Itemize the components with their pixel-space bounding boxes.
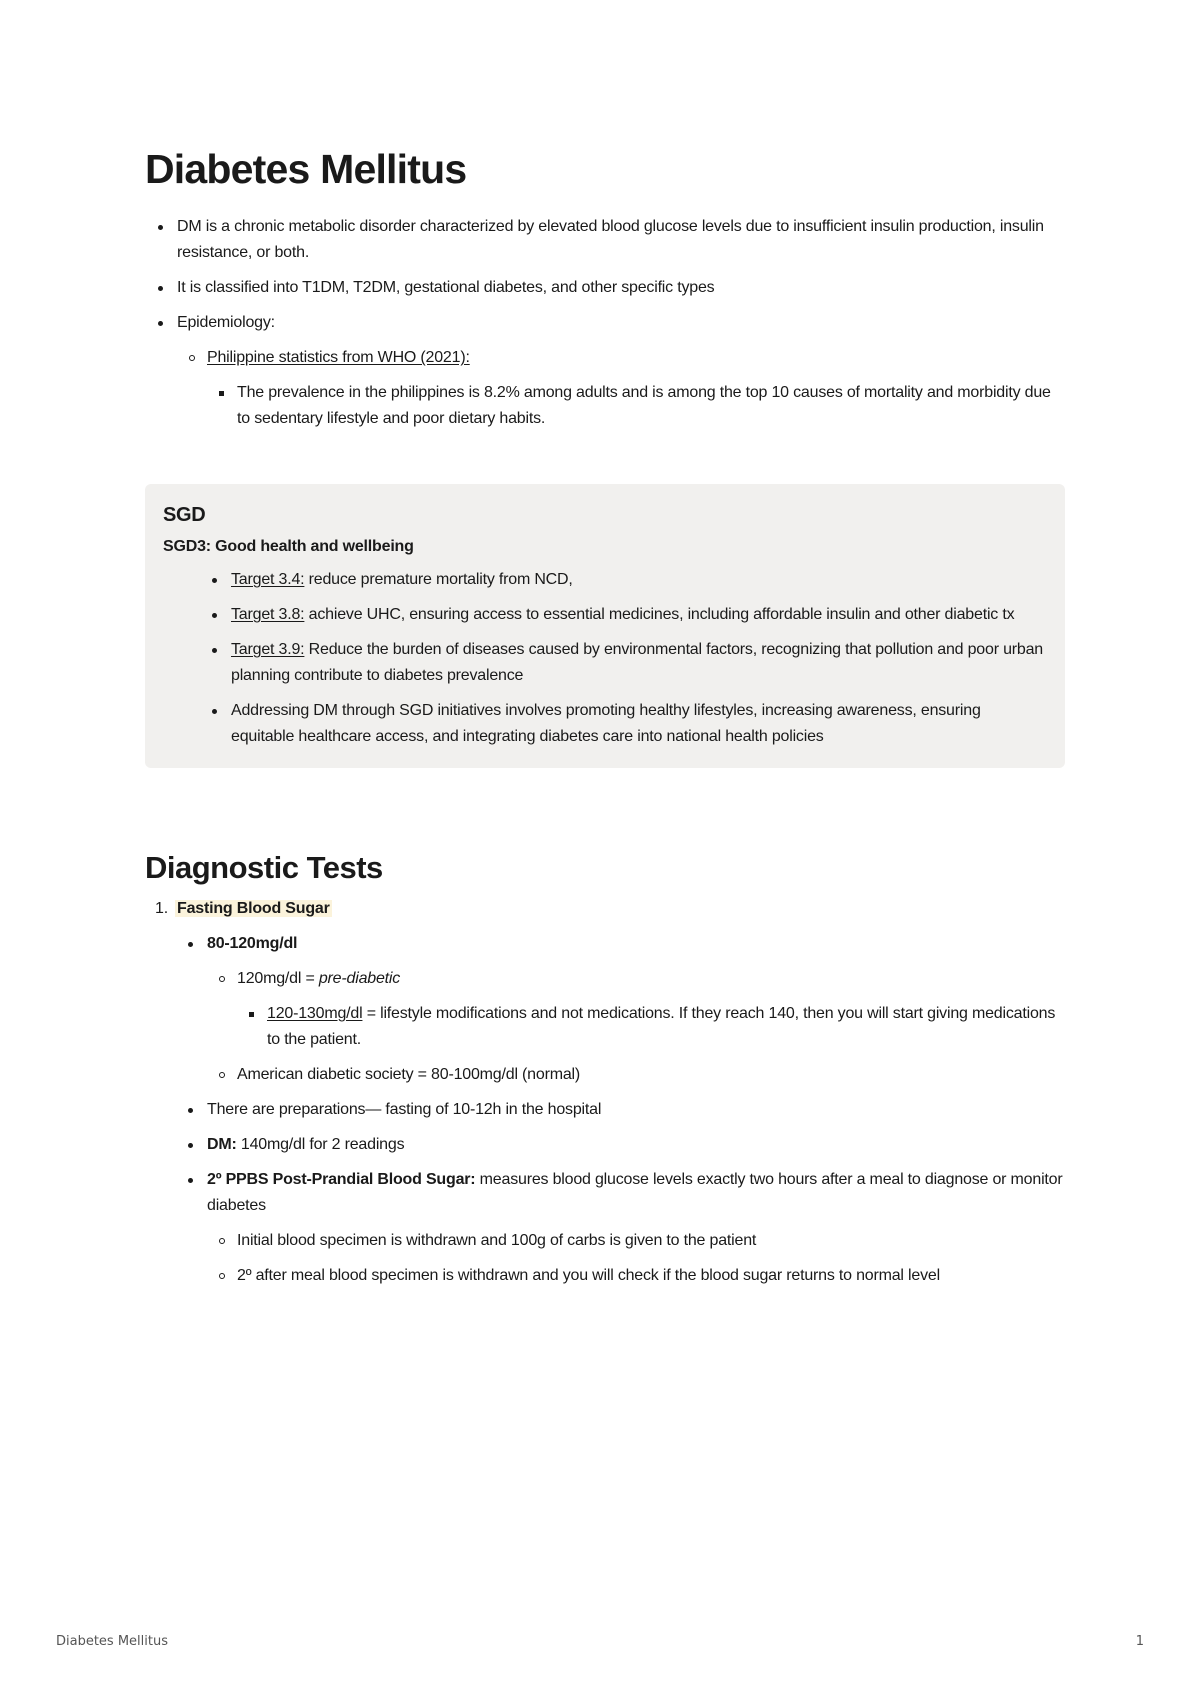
epidemiology-label: Epidemiology: (177, 314, 275, 331)
list-item: Addressing DM through SGD initiatives involves promoting healthy lifestyles, increasing awareness, ensuring equitable healthcare access, and integrating diabetes care into national health policies (199, 698, 1047, 750)
list-item (177, 345, 1065, 432)
list-item: 2º after meal blood specimen is withdrawn and you will check if the blood sugar returns to normal level (207, 1263, 1065, 1289)
list-item (175, 931, 1065, 1088)
fbs-range: 80-120mg/dl (207, 935, 298, 952)
callout-subtitle: SGD3: Good health and wellbeing (163, 538, 414, 555)
diagnostic-list (145, 896, 1065, 1289)
list-item (175, 1132, 1065, 1158)
page-footer (56, 1634, 1144, 1649)
list-number: 1. (155, 900, 168, 917)
list-item (207, 966, 1065, 1053)
epidemiology-detail-list (207, 380, 1065, 432)
sgd-target-list (163, 567, 1047, 750)
test-name: Fasting Blood Sugar (177, 900, 330, 917)
intro-list (145, 214, 1065, 432)
list-item (145, 310, 1065, 432)
footer-title: Diabetes Mellitus (56, 1634, 168, 1649)
list-item (175, 1167, 1065, 1289)
callout-title: SGD (163, 504, 206, 526)
fbs-sublist (175, 931, 1065, 1289)
page-content (145, 140, 1065, 1298)
list-item (145, 896, 1065, 1289)
target-text: achieve UHC, ensuring access to essential medicines, including affordable insulin and other diabetic tx (304, 606, 1015, 623)
list-item: The prevalence in the philippines is 8.2% among adults and is among the top 10 causes of mortality and morbidity due to sedentary lifestyle and poor dietary habits. (207, 380, 1065, 432)
dm-label: DM: (207, 1136, 237, 1153)
epidemiology-source: Philippine statistics from WHO (2021): (207, 349, 470, 366)
target-text: Reduce the burden of diseases caused by environmental factors, recognizing that pollution and poor urban planning contribute to diabetes prevalence (231, 641, 1044, 684)
list-item: Initial blood specimen is withdrawn and 100g of carbs is given to the patient (207, 1228, 1065, 1254)
fbs-range-sublist (207, 966, 1065, 1088)
lifestyle-text: = lifestyle modifications and not medications. If they reach 140, then you will start giving medications to the patient. (267, 1005, 1056, 1048)
list-item (237, 1001, 1065, 1053)
list-item: American diabetic society = 80-100mg/dl (normal) (207, 1062, 1065, 1088)
list-item: It is classified into T1DM, T2DM, gestational diabetes, and other specific types (145, 275, 1065, 301)
pre-sublist (237, 1001, 1065, 1053)
target-text: reduce premature mortality from NCD, (304, 571, 573, 588)
ppbs-label: 2º PPBS Post-Prandial Blood Sugar: (207, 1171, 476, 1188)
dm-text: 140mg/dl for 2 readings (236, 1136, 405, 1153)
list-item: DM is a chronic metabolic disorder characterized by elevated blood glucose levels due to insufficient insulin production, insulin resistance, or both. (145, 214, 1065, 266)
target-label: Target 3.4: (231, 571, 305, 588)
lifestyle-range: 120-130mg/dl (267, 1005, 363, 1022)
page-number: 1 (1135, 1634, 1144, 1649)
list-item (199, 567, 1047, 593)
ppbs-sublist (207, 1228, 1065, 1289)
page-title: Diabetes Mellitus (145, 146, 467, 192)
list-item (199, 637, 1047, 689)
pre-label: pre-diabetic (318, 970, 401, 987)
target-label: Target 3.9: (231, 641, 305, 658)
section-title: Diagnostic Tests (145, 850, 383, 885)
epidemiology-sublist (177, 345, 1065, 432)
list-item (199, 602, 1047, 628)
target-label: Target 3.8: (231, 606, 305, 623)
pre-value: 120mg/dl = (237, 970, 319, 987)
list-item: There are preparations— fasting of 10-12h in the hospital (175, 1097, 1065, 1123)
ppbs-text: measures blood glucose levels exactly two hours after a meal to diagnose or monitor diabetes (207, 1171, 1063, 1214)
sgd-callout (145, 484, 1065, 768)
